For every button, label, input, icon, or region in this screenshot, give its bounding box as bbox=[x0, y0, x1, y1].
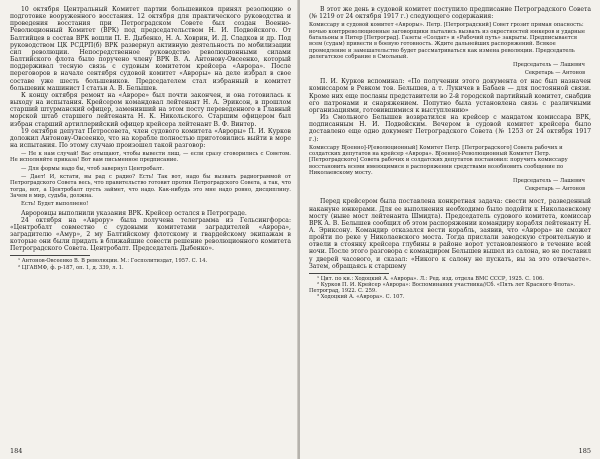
paragraph: К концу октября ремонт на «Авроре» был почти закончен, и она готовилась к выходу на испытания. Крейсером командовал лейтенант Н. А. Эриксон, в прошлом старший штурманский офицер, заменивший на этом посту переведенного в Главный морской штаб старшего лейтенанта Н. К. Никольского. Старшим офицером был избран старший артиллерийский офицер крейсера лейтенант В. Ф. Винтер. bbox=[10, 91, 291, 128]
left-page bbox=[0, 0, 298, 459]
signature-line: Председатель — Лашевич bbox=[512, 178, 585, 185]
footnote: ¹ Цит. по кн.: Ходоцкий А. «Аврора». Л.: Ред. изд. отдела ВМС СССР, 1925. С. 106. bbox=[317, 275, 544, 282]
paragraph: 19 октября депутат Петросовета, член судового комитета «Авроры» П. И. Курков доложил Антонову-Овсеенко, что на корабле полностью приготовились выйти в море на испытания. По этому случаю произошел такой разговор: bbox=[10, 127, 291, 149]
signature-line: Секретарь — Антонов bbox=[524, 70, 585, 77]
footnote: ³ Ходоцкий А. «Аврора». С. 107. bbox=[317, 294, 405, 301]
document-signature bbox=[309, 62, 591, 76]
paragraph: Авроровцы выполнили указания ВРК. Крейсер остался в Петрограде. bbox=[21, 209, 247, 217]
right-middle-paragraphs bbox=[309, 78, 591, 142]
right-page bbox=[300, 0, 600, 459]
footnote-divider bbox=[309, 273, 389, 274]
footnote: ² Курков П. И. Крейсер «Аврора»: Воспоминания участника//Сб. «Пять лет Красного Флота». Петроград, 1922. С. 259. bbox=[309, 282, 575, 295]
signature-line: Секретарь — Антонов bbox=[524, 186, 585, 193]
right-footnotes bbox=[309, 276, 591, 300]
left-footnotes bbox=[10, 258, 291, 270]
quoted-document: Комиссару В[оенно]-Р[еволюционный] Комитет Петр. [Петроградского] Совета рабочих и солдатских депутатов на крейсер «Аврора». В[оенно]-Революционный Комитет Петр. [Петроградского] Совета рабочих и солдатских депутатов постановил: поручить комиссару восстановить всеми имеющимися в распоряжении средствами возобновить сообщение по Николаевскому мосту. bbox=[309, 144, 568, 176]
paragraph: Из Смольного Белышев возвратился на крейсер с мандатом комиссара ВРК, подписанным Н. И. Подвойским. Вечером в судовой комитет крейсера было доставлено еще одно документ Петроградского Совета (№ 1253 от 24 октября 1917 г.): bbox=[309, 114, 591, 143]
paragraph: 10 октября Центральный Комитет партии большевиков принял резолюцию о подготовке вооруженного восстания. 12 октября для практического руководства и проведения восстания при Петроградском Совете был создан Военно-Революционный Комитет (ВРК) под председательством Н. И. Подвойского. От Балтийцев в состав ВРК вошли П. Е. Дыбенко, Н. А. Ховрин, И. Д. Сладков и др. Под руководством ЦК РСДРП(б) ВРК развернул активную деятельность по мобилизации сил революции. Непосредственное руководство революционными силами Балтийского флота было поручено члену ВРК В. А. Антонову-Овсеенко, который поддерживал тесную связь с судовым комитетом крейсера «Аврора». После переговоров в начале сентября судовой комитет «Авроры» на деле избрал в свое составе уже шесть большевиков. Председателем стал избранный в комитет большевик машинист I статьи А. В. Белышев. bbox=[10, 6, 291, 92]
dialogue-line: — Дает! И, кстати, вы рад с радио? Есть! Так вот, надо бы вызвать радиограммой от Петроградского Совета весь, что правительство готовит против Петроградского Совета, а так, что тогда, вот, а Центробалт пусть займет, что надо. Как-нибудь это мне надо ровно, дисциплину. Зачем в мир, судьба, должна. bbox=[10, 174, 291, 199]
left-top-paragraphs bbox=[10, 6, 291, 149]
paragraph: П. И. Курков вспоминал: «По получении этого документа от нас был назначен комиссаром в Ревком тов. Белышев, а т. Лукичев в Бабаев — для постоянной связи. Кроме них еще посланы представители во 2-й городской партийный комитет, снабдив его патронами и снаряжением. Попутно была установлена связь с различными организациями, готовившимися к выступлению» bbox=[309, 78, 591, 114]
dialogue-line: — Не к нам случай! Вас отыщают, чтобы вывести лиш, — если сразу сговорились с Советом. Не исполняйте приказа! Вот вам письменное предписание. bbox=[10, 151, 291, 164]
quoted-document: Комиссару и судовой комитет «Авроры». Петр. [Петроградский] Совет грозит прямая опасность: ночью контрреволюционные заговорщики пытались вызвать из окрестностей юнкеров и ударные батальоны в Питер [Петроград]. Газеты «Солдат» и «Рабочий путь» закрыты. Предписывается всем (судам) привести в боевую готовность. Ждите дальнейших распоряжений. Всякое промедление и замешательство будет рассматриваться как измена революции. Председатель делегатское собрание в Смольный. bbox=[309, 22, 586, 60]
document-signature bbox=[309, 178, 591, 192]
left-bottom-paragraphs bbox=[10, 210, 291, 253]
dialogue-line: Есть! Будет выполнено! bbox=[21, 201, 89, 208]
paragraph: В этот же день в судовой комитет поступило предписание Петроградского Совета (№ 1219 от 24 октября 1917 г.) следующего содержания: bbox=[309, 6, 591, 21]
dialogue-line: — Для формы надо бы, чтоб завернул Центробалт. bbox=[21, 165, 164, 172]
footnote-divider bbox=[10, 255, 90, 256]
footnote: ¹ Антонов-Овсеенко В. В революции. М.: Госполитиздат, 1957. С. 14. bbox=[18, 258, 208, 265]
dialogue-block bbox=[10, 151, 291, 207]
page-number: 184 bbox=[10, 447, 23, 455]
paragraph: 24 октября на «Аврору» была получена телеграмма из Гельсингфорса: «Центробалт совместно с судовыми комитетами заградителей «Аврора», заградителю «Амур», 2 му Балтийскому флотскому и гвардейскому экипажам в которые они были придать в ближайшие совести решение революционного комитета Петроградского Совета. Центробалт. Председатель Дыбенко». bbox=[10, 216, 291, 253]
page-number: 185 bbox=[578, 447, 591, 455]
footnote: ² ЦГАВМФ, ф. р-187, оп. 1, д. 339, л. 1. bbox=[18, 264, 124, 271]
paragraph: Перед крейсером была поставлена конкретная задача: свести мост, разведенный накануне юнкерами. Для ее выполнения необходимо было подойти к Николаевскому мосту (ныне мост лейтенанта Шмидта). Председатель судового комитета, комиссар ВРК А. В. Белышев сообщил об этом распоряжении командиру корабля лейтенанту Н. А. Эриксону. Командир отказался вести корабль, заявив, что «Аврора» не сможет пройти по реке у Николаевского моста. Тогда прислали заводскую строительную и отвели в стоянку крейсера глубины в районе ворот установленного в течение всей ночи. После этого разговора с командиром Белышев вышел из салона, но не поставил у дверей часового, и сказал: «Никого к салону не пускать, вы за это отвечаете». Затем, обращаясь к старшему bbox=[309, 198, 591, 270]
signature-line: Председатель — Лашевич bbox=[512, 62, 585, 69]
